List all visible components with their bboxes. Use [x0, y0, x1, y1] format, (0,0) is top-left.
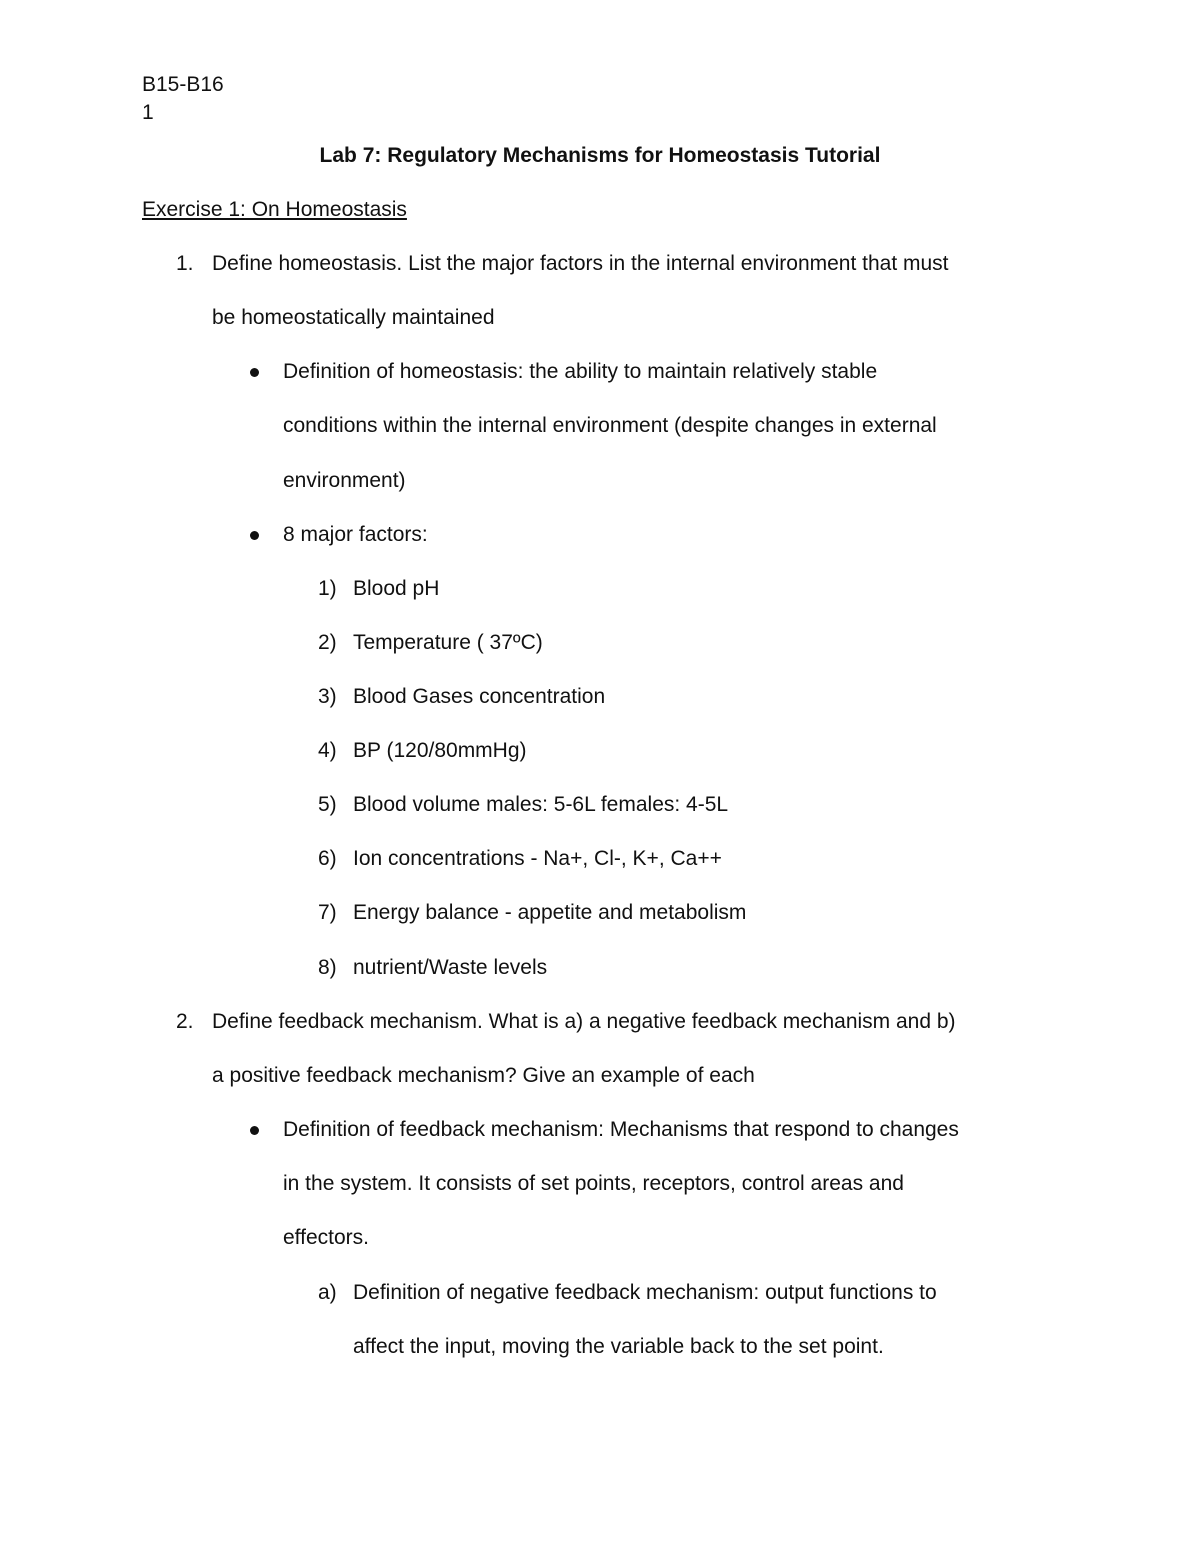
question-text-line: Define homeostasis. List the major factors in the internal environment that must [212, 252, 949, 275]
course-code: B15-B16 [142, 73, 224, 96]
factor-marker: 6) [318, 847, 337, 870]
factor-marker: 8) [318, 956, 337, 979]
document-title: Lab 7: Regulatory Mechanisms for Homeostasis Tutorial [319, 144, 881, 167]
question-text-line: be homeostatically maintained [212, 306, 495, 329]
question-text-line: a positive feedback mechanism? Give an example of each [212, 1064, 755, 1087]
exercise-heading: Exercise 1: On Homeostasis [142, 198, 407, 221]
factor-item: Energy balance - appetite and metabolism [353, 901, 747, 924]
factor-item: Blood volume males: 5-6L females: 4-5L [353, 793, 729, 816]
factor-item: nutrient/Waste levels [353, 956, 548, 979]
question-text-line: Define feedback mechanism. What is a) a negative feedback mechanism and b) [212, 1010, 956, 1033]
bullet-icon [250, 368, 259, 377]
factor-marker: 3) [318, 685, 337, 708]
factor-item: Ion concentrations - Na+, Cl-, K+, Ca++ [353, 847, 722, 870]
bullet-text-line: effectors. [283, 1226, 369, 1249]
factor-marker: 2) [318, 631, 337, 654]
sub-item-text-line: Definition of negative feedback mechanism: output functions to [353, 1281, 937, 1304]
sub-item-text-line: affect the input, moving the variable back to the set point. [353, 1335, 884, 1358]
bullet-text-line: Definition of homeostasis: the ability to maintain relatively stable [283, 360, 878, 383]
factor-marker: 7) [318, 901, 337, 924]
bullet-icon [250, 1126, 259, 1135]
bullet-text-line: 8 major factors: [283, 523, 428, 546]
factor-marker: 4) [318, 739, 337, 762]
page-number: 1 [142, 101, 154, 124]
bullet-text-line: conditions within the internal environment (despite changes in external [283, 414, 937, 437]
factor-marker: 1) [318, 577, 337, 600]
bullet-icon [250, 531, 259, 540]
factor-item: Temperature ( 37ºC) [353, 631, 543, 654]
sub-item-marker: a) [318, 1281, 337, 1304]
factor-marker: 5) [318, 793, 337, 816]
factor-item: Blood pH [353, 577, 440, 600]
bullet-text-line: in the system. It consists of set points, receptors, control areas and [283, 1172, 904, 1195]
bullet-text-line: environment) [283, 469, 406, 492]
factor-item: BP (120/80mmHg) [353, 739, 527, 762]
question-marker: 2. [176, 1010, 194, 1033]
question-marker: 1. [176, 252, 194, 275]
bullet-text-line: Definition of feedback mechanism: Mechanisms that respond to changes [283, 1118, 959, 1141]
factor-item: Blood Gases concentration [353, 685, 606, 708]
